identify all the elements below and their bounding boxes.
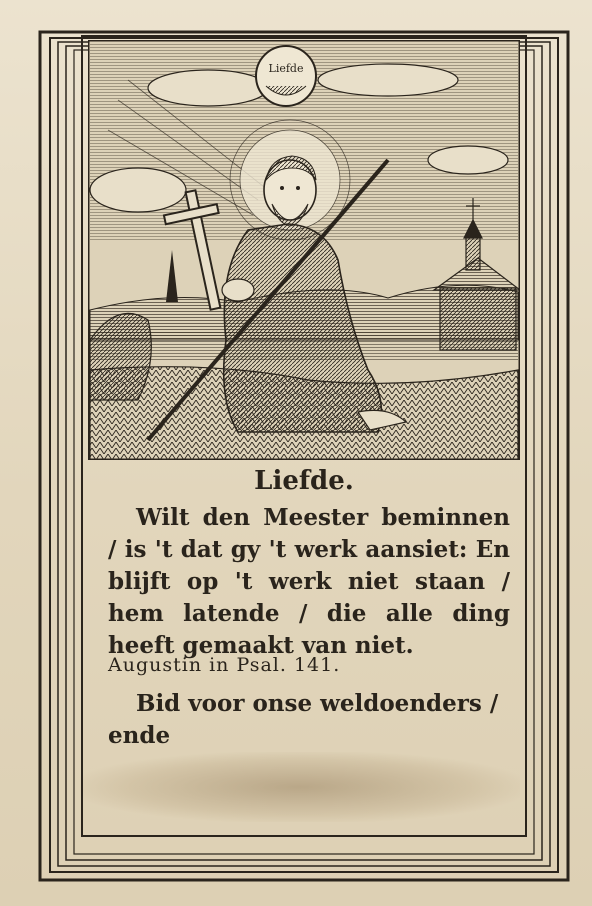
verse-text: Wilt den Meester beminnen / is 't dat gy 't werk aansiet: En blijft op 't werk niet staan / hem latende / die alle ding heeft gemaakt van niet. (108, 504, 510, 659)
print-title: Liefde. (254, 466, 354, 496)
scripture-source: Augustin in Psal. 141. (108, 654, 341, 676)
engraving-scene (88, 40, 520, 460)
orb-label: Liefde (268, 62, 304, 75)
prayer-text: Bid voor onse weldoenders / ende (108, 690, 499, 749)
